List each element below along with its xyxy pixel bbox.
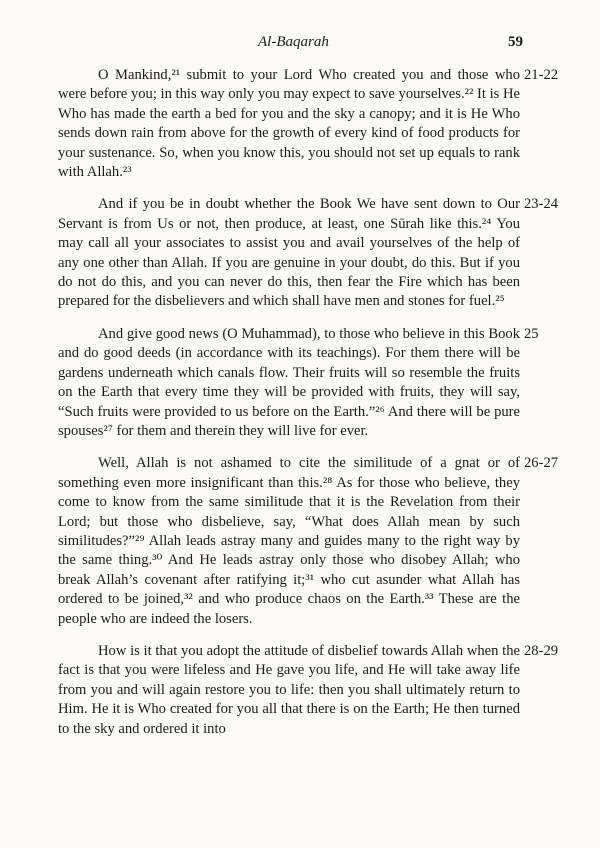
page-header bbox=[0, 34, 600, 56]
verse-reference: 28-29 bbox=[524, 642, 559, 659]
verse-section bbox=[58, 454, 559, 629]
page-body bbox=[58, 66, 559, 752]
verse-section bbox=[58, 325, 539, 441]
page-number: 59 bbox=[508, 34, 523, 50]
verse-reference: 21-22 bbox=[524, 67, 559, 83]
paragraph: O Mankind,²¹ submit to your Lord Who created you and those who were before you; in this way only you may expect to save yourselves.²² It is He Who has made the earth a bed for you and the sky a canopy; and it is He Who sends down rain from above for the growth of every kind of food products for your sustenance. So, when you know this, you should not set up equals to rank with Allah.²³ bbox=[58, 67, 520, 181]
verse-section bbox=[58, 642, 559, 739]
verse-section bbox=[58, 66, 559, 182]
verse-section bbox=[58, 195, 559, 311]
paragraph: And give good news (O Muhammad), to those who believe in this Book and do good deeds (in accordance with its teachings). For them there will be gardens underneath which canals flow. Their fruits will so resemble the fruits on the Earth that every time they will be provided with fruits, they will say, “Such fruits were provided to us before on the Earth.”²⁶ And there will be pure spouses²⁷ for them and therein they will live for ever. bbox=[58, 325, 520, 439]
verse-reference: 25 bbox=[524, 325, 539, 342]
paragraph: Well, Allah is not ashamed to cite the similitude of a gnat or of something even more insignificant than this.²⁸ As for those who believe, they come to know from the same similitude that it is the Revelation from their Lord; but those who disbelieve, say, “What does Allah mean by such similitudes?”²⁹ Allah leads astray many and guides many to the right way by the same thing.³⁰ And He leads astray only those who disobey Allah; who break Allah’s covenant after ratifying it;³¹ who cut asunder what Allah has ordered to be joined,³² and who produce chaos on the Earth.³³ These are the people who are indeed the losers. bbox=[58, 455, 520, 627]
running-title: Al-Baqarah bbox=[258, 34, 329, 50]
verse-reference: 23-24 bbox=[524, 196, 559, 213]
verse-reference: 26-27 bbox=[524, 455, 559, 472]
paragraph: And if you be in doubt whether the Book We have sent down to Our Servant is from Us or not, then produce, at least, one Sūrah like this.²⁴ You may call all your associates to assist you and avail yourselves of the help of any one other than Allah. If you are genuine in your doubt, do this. But if you do not do this, and you can never do this, then fear the Fire which has been prepared for the disbelievers and which shall have men and stones for fuel.²⁵ bbox=[58, 196, 520, 310]
paragraph: How is it that you adopt the attitude of disbelief towards Allah when the fact is that you were lifeless and He gave you life, and He will take away life from you and will again restore you to life: then you shall ultimately return to Him. He it is Who created for you all that there is on the Earth; He then turned to the sky and ordered it into bbox=[58, 642, 520, 737]
